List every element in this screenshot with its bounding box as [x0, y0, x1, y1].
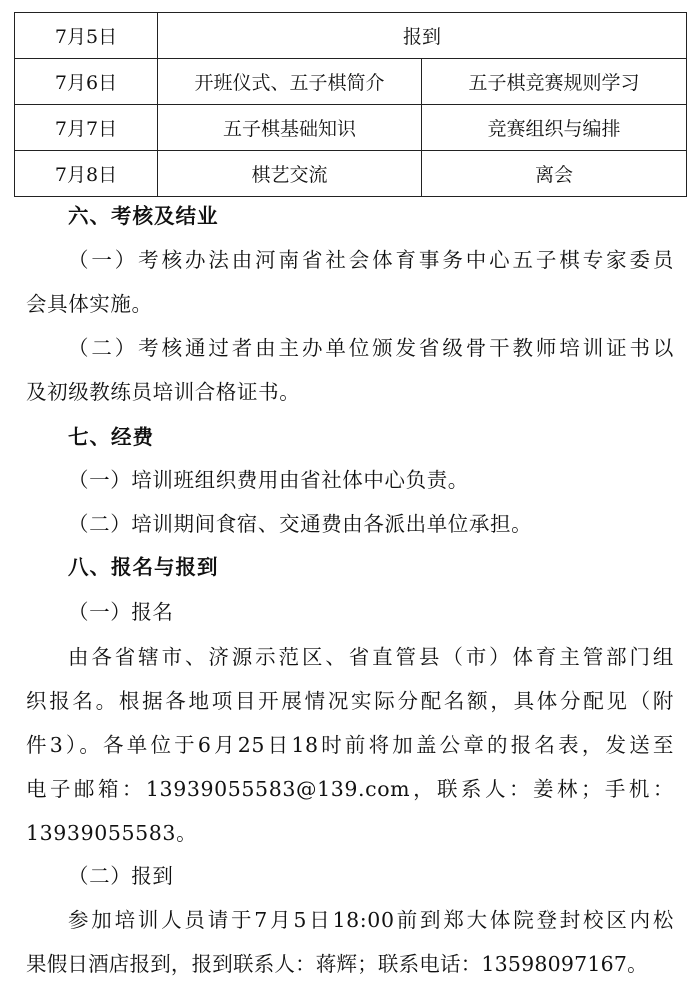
paragraph-line: （一）培训班组织费用由省社体中心负责。 [68, 468, 469, 492]
paragraph-line: 13939055583。 [26, 821, 198, 845]
subsection-title: （一）报名 [68, 600, 174, 624]
schedule-afternoon: 竞赛组织与编排 [422, 105, 687, 151]
schedule-morning: 五子棋基础知识 [158, 105, 422, 151]
table-row [15, 13, 687, 59]
paragraph-line: 件3）。各单位于6月25日18时前将加盖公章的报名表，发送至 [26, 733, 674, 757]
paragraph-line: 电子邮箱：13939055583@139.com，联系人：姜林；手机： [26, 777, 674, 801]
schedule-date: 7月6日 [15, 59, 158, 105]
paragraph-line: 参加培训人员请于7月5日18:00前到郑大体院登封校区内松 [68, 908, 674, 932]
paragraph-line: 果假日酒店报到，报到联系人：蒋辉；联系电话：13598097167。 [26, 952, 648, 976]
schedule-afternoon: 离会 [422, 151, 687, 197]
schedule-date: 7月5日 [15, 13, 158, 59]
paragraph-line: 会具体实施。 [26, 292, 153, 316]
table-row [15, 105, 687, 151]
paragraph-line: 织报名。根据各地项目开展情况实际分配名额，具体分配见（附 [26, 689, 674, 713]
paragraph-line: （二）培训期间食宿、交通费由各派出单位承担。 [68, 512, 533, 536]
table-row [15, 59, 687, 105]
subsection-title: （二）报到 [68, 864, 174, 888]
schedule-activity: 报到 [158, 13, 687, 59]
section-heading-assessment: 六、考核及结业 [68, 204, 219, 228]
schedule-date: 7月7日 [15, 105, 158, 151]
paragraph-line: 及初级教练员培训合格证书。 [26, 380, 301, 404]
section-heading-registration: 八、报名与报到 [68, 555, 219, 579]
schedule-morning: 棋艺交流 [158, 151, 422, 197]
paragraph-line: （二）考核通过者由主办单位颁发省级骨干教师培训证书以 [68, 336, 674, 360]
schedule-date: 7月8日 [15, 151, 158, 197]
table-row [15, 151, 687, 197]
schedule-table [14, 12, 687, 197]
section-heading-funding: 七、经费 [68, 425, 154, 449]
schedule-afternoon: 五子棋竞赛规则学习 [422, 59, 687, 105]
paragraph-line: （一）考核办法由河南省社会体育事务中心五子棋专家委员 [68, 248, 674, 272]
schedule-morning: 开班仪式、五子棋简介 [158, 59, 422, 105]
paragraph-line: 由各省辖市、济源示范区、省直管县（市）体育主管部门组 [68, 645, 674, 669]
